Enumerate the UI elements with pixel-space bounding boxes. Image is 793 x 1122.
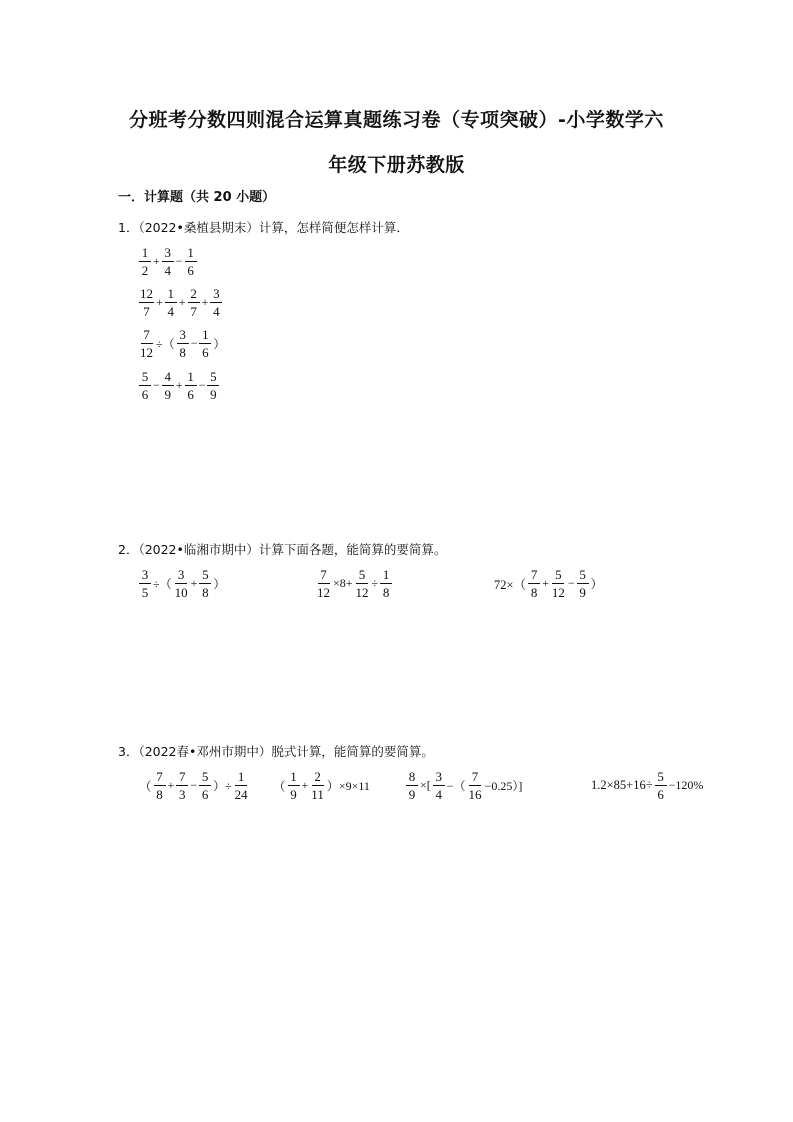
fraction: $\frac{1}{24}$ — [234, 769, 248, 802]
q1-expression-4: $\frac{5}{6}$ − $\frac{4}{9}$ + $\frac{1}{6}$ − $\frac{5}{9}$ — [138, 370, 220, 401]
q2-expression-2: $\frac{7}{12}$ ×8+ $\frac{5}{12}$ ÷ $\frac{1}{8}$ — [315, 568, 393, 599]
fraction: $\frac{7}{12}$ — [317, 567, 330, 600]
fraction: $\frac{2}{11}$ — [311, 769, 324, 802]
fraction: $\frac{5}{6}$ — [139, 370, 151, 401]
q3-expression-4: 1.2×85+16÷ $\frac{5}{6}$ −120% — [591, 769, 704, 802]
fraction: $\frac{3}{8}$ — [177, 328, 189, 359]
fraction: $\frac{5}{8}$ — [199, 568, 211, 599]
fraction: $\frac{2}{7}$ — [188, 287, 200, 318]
q2-expression-3: 72×（ $\frac{7}{8}$ + $\frac{5}{12}$ − $\frac{5}{9}$ ） — [494, 567, 603, 600]
question-1-text: 1．（2022•桑植县期末）计算，怎样简便怎样计算． — [118, 220, 409, 235]
fraction: $\frac{4}{9}$ — [162, 370, 174, 401]
fraction: $\frac{3}{4}$ — [210, 287, 222, 318]
title-line-1: 分班考分数四则混合运算真题练习卷（专项突破）-小学数学六 — [129, 109, 664, 131]
fraction: $\frac{7}{12}$ — [140, 327, 153, 360]
fraction: $\frac{3}{10}$ — [174, 567, 188, 600]
fraction: $\frac{5}{12}$ — [551, 567, 565, 600]
fraction: $\frac{7}{8}$ — [154, 770, 166, 801]
fraction: $\frac{12}{7}$ — [140, 286, 153, 319]
fraction: $\frac{7}{16}$ — [468, 769, 482, 802]
title-line-2: 年级下册苏教版 — [328, 154, 465, 176]
fraction: $\frac{8}{9}$ — [406, 770, 418, 801]
fraction: $\frac{3}{5}$ — [139, 568, 151, 599]
fraction: $\frac{5}{6}$ — [199, 770, 211, 801]
q1-expression-2: $\frac{12}{7}$ + $\frac{1}{4}$ + $\frac{2}{7}$ + $\frac{3}{4}$ — [138, 287, 223, 318]
fraction: $\frac{1}{8}$ — [380, 568, 392, 599]
fraction: $\frac{3}{4}$ — [162, 246, 174, 277]
fraction: $\frac{3}{4}$ — [433, 770, 445, 801]
fraction: $\frac{1}{6}$ — [185, 370, 197, 401]
fraction: $\frac{5}{9}$ — [577, 568, 589, 599]
q3-expression-2: （ $\frac{1}{9}$ + $\frac{2}{11}$ ）×9×11 — [273, 769, 370, 802]
section-heading: 一．计算题（共 20 小题） — [118, 190, 276, 205]
fraction: $\frac{1}{9}$ — [288, 770, 300, 801]
fraction: $\frac{1}{6}$ — [199, 328, 211, 359]
fraction: $\frac{5}{12}$ — [355, 567, 369, 600]
fraction: $\frac{7}{3}$ — [176, 770, 188, 801]
question-2-text: 2．（2022•临湘市期中）计算下面各题，能简算的要简算。 — [118, 542, 447, 557]
fraction: $\frac{1}{6}$ — [185, 246, 197, 277]
fraction: $\frac{1}{4}$ — [165, 287, 177, 318]
fraction: $\frac{5}{6}$ — [655, 770, 667, 801]
q1-expression-1: $\frac{1}{2}$ + $\frac{3}{4}$ − $\frac{1}{6}$ — [138, 246, 198, 277]
question-3-text: 3．（2022春•邓州市期中）脱式计算，能简算的要简算。 — [118, 744, 434, 759]
q3-expression-1: （ $\frac{7}{8}$ + $\frac{7}{3}$ − $\frac{5}{6}$ ）÷ $\frac{1}{24}$ — [139, 769, 248, 802]
q1-expression-3: $\frac{7}{12}$ ÷（ $\frac{3}{8}$ − $\frac{1}{6}$ ） — [140, 327, 226, 360]
fraction: $\frac{5}{9}$ — [207, 370, 219, 401]
q2-expression-1: $\frac{3}{5}$ ÷（ $\frac{3}{10}$ + $\frac{5}{8}$ ） — [138, 568, 226, 599]
q3-expression-3: $\frac{8}{9}$ ×[ $\frac{3}{4}$ −（ $\frac{7}{16}$ −0.25）] — [405, 770, 523, 801]
fraction: $\frac{1}{2}$ — [139, 246, 151, 277]
fraction: $\frac{7}{8}$ — [528, 568, 540, 599]
